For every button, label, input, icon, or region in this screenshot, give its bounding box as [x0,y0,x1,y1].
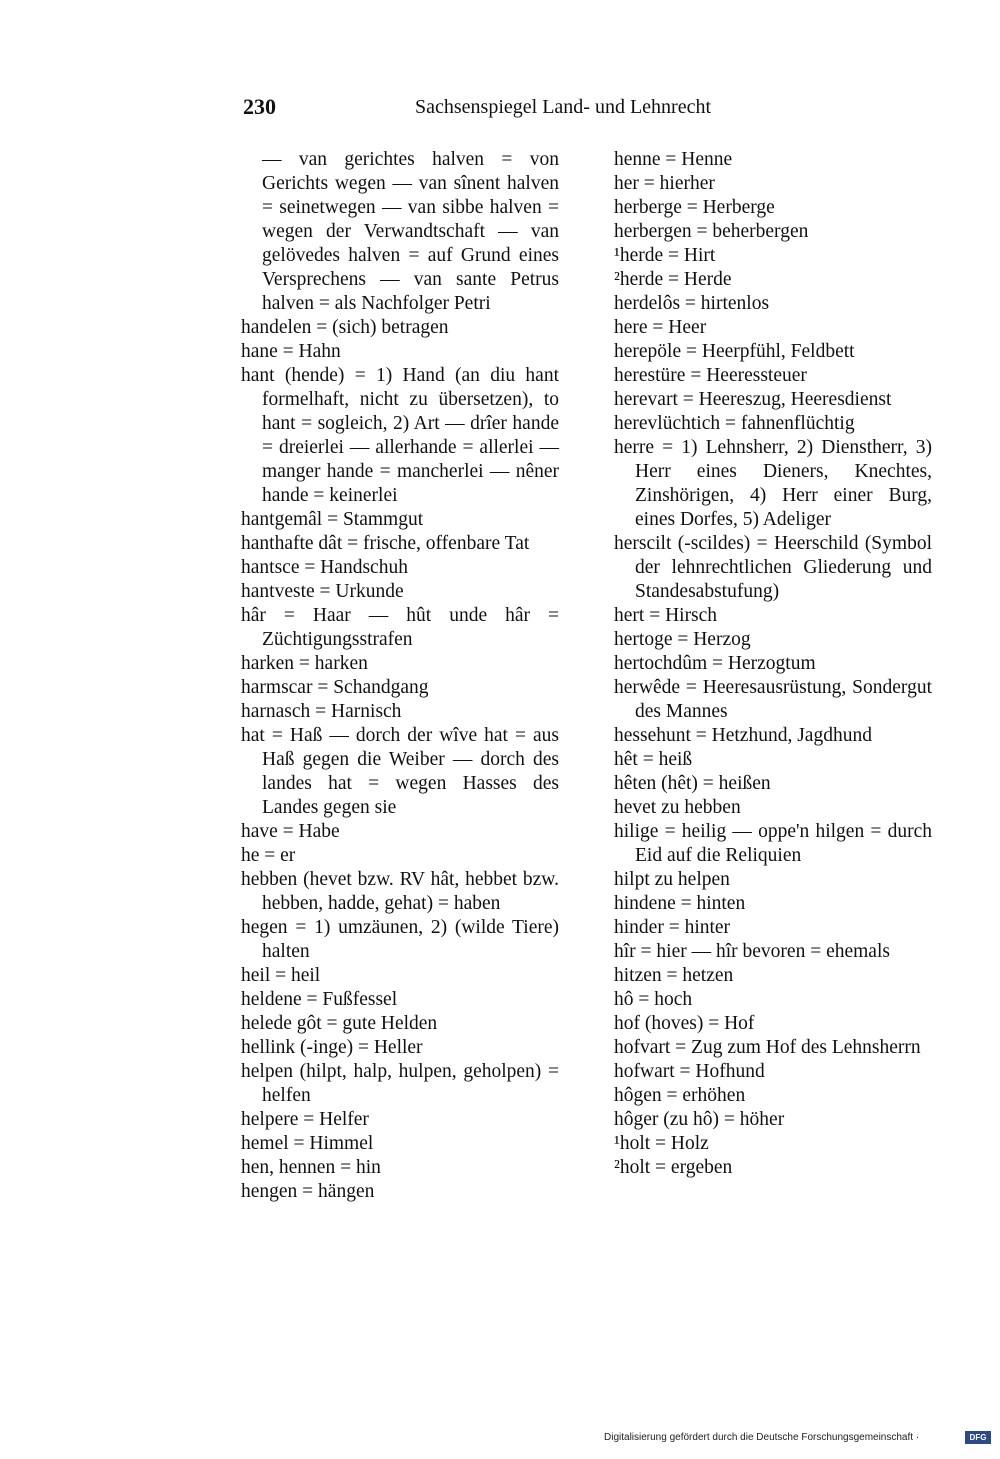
glossary-entry: herepöle = Heerpfühl, Feldbett [614,341,855,362]
glossary-entry: hô = hoch [614,989,693,1010]
glossary-entry: hofwart = Hofhund [614,1061,765,1082]
glossary-entry: herbergen = beherbergen [614,221,809,242]
funding-note: Digitalisierung gefördert durch die Deutsche Forschungsgemeinschaft · [604,1432,920,1443]
glossary-entry: hâr = Haar — hût unde hâr = Züchtigungsstrafen [241,605,559,650]
glossary-entry: hîr = hier — hîr bevoren = ehemals [614,941,890,962]
glossary-entry: hantgemâl = Stammgut [241,509,424,530]
glossary-entry: helpere = Helfer [241,1109,369,1130]
glossary-entry: harken = harken [241,653,368,674]
glossary-entry: herestüre = Heeressteuer [614,365,807,386]
glossary-entry: herevlüchtich = fahnenflüchtig [614,413,855,434]
glossary-entry: herre = 1) Lehnsherr, 2) Dienstherr, 3) Herr eines Dieners, Knechtes, Zinshörigen, 4) Herr einer Burg, eines Dorfes, 5) Adeliger [614,437,932,530]
glossary-entry: handelen = (sich) betragen [241,317,449,338]
glossary-entry: harnasch = Harnisch [241,701,402,722]
glossary-column-left [241,148,559,1204]
glossary-entry: here = Heer [614,317,707,338]
glossary-entry: hegen = 1) umzäunen, 2) (wilde Tiere) halten [241,917,559,962]
glossary-entry: hertoge = Herzog [614,629,751,650]
glossary-entry: hilpt zu helpen [614,869,730,890]
glossary-entry: hevet zu hebben [614,797,741,818]
dfg-logo: DFG [965,1431,991,1444]
glossary-entry: hat = Haß — dorch der wîve hat = aus Haß gegen die Weiber — dorch des landes hat = wegen Hasses des Landes gegen sie [241,725,559,818]
glossary-entry: hôgen = erhöhen [614,1085,746,1106]
glossary-entry: henne = Henne [614,149,733,170]
glossary-entry: herberge = Herberge [614,197,775,218]
glossary-entry: helede gôt = gute Helden [241,1013,438,1034]
glossary-entry: herdelôs = hirtenlos [614,293,770,314]
glossary-entry: hebben (hevet bzw. RV hât, hebbet bzw. hebben, hadde, gehat) = haben [241,869,559,914]
glossary-entry: her = hierher [614,173,715,194]
glossary-entry: hessehunt = Hetzhund, Jagdhund [614,725,872,746]
glossary-entry: hertochdûm = Herzogtum [614,653,816,674]
glossary-entry: hemel = Himmel [241,1133,374,1154]
glossary-entry: herwêde = Heeresausrüstung, Sondergut des Mannes [614,677,932,722]
glossary-entry: hantsce = Handschuh [241,557,408,578]
glossary-entry: ²holt = ergeben [614,1157,733,1178]
glossary-entry: — van gerichtes halven = von Gerichts wegen — van sînent halven = seinetwegen — van sibbe halven = wegen der Verwandtschaft — van gelövedes halven = auf Grund eines Versprechens — van sante Petrus halven = als Nachfolger Petri [262,149,559,314]
glossary-entry: hanthafte dât = frische, offenbare Tat [241,533,530,554]
glossary-entry: heil = heil [241,965,321,986]
glossary-entry: hof (hoves) = Hof [614,1013,755,1034]
glossary-entry: hilige = heilig — oppe'n hilgen = durch Eid auf die Reliquien [614,821,932,866]
glossary-entry: hengen = hängen [241,1181,375,1202]
glossary-entry: hantveste = Urkunde [241,581,404,602]
glossary-entry: hêt = heiß [614,749,693,770]
glossary-entry: hane = Hahn [241,341,341,362]
glossary-entry: helpen (hilpt, halp, hulpen, geholpen) = helfen [241,1061,559,1106]
glossary-entry: hôger (zu hô) = höher [614,1109,785,1130]
running-head: Sachsenspiegel Land- und Lehnrecht [415,96,712,118]
glossary-entry: ¹herde = Hirt [614,245,716,266]
glossary-entry: herscilt (-scildes) = Heerschild (Symbol der lehnrechtlichen Gliederung und Standesabstufung) [614,533,932,602]
glossary-entry: ¹holt = Holz [614,1133,709,1154]
glossary-entry: hert = Hirsch [614,605,718,626]
glossary-entry: hellink (-inge) = Heller [241,1037,423,1058]
glossary-entry: hindene = hinten [614,893,746,914]
glossary-entry: have = Habe [241,821,340,842]
glossary-column-right [614,148,932,1180]
glossary-entry: hinder = hinter [614,917,731,938]
glossary-entry: hitzen = hetzen [614,965,734,986]
glossary-entry: herevart = Heereszug, Heeresdienst [614,389,892,410]
glossary-entry: hofvart = Zug zum Hof des Lehnsherrn [614,1037,921,1058]
glossary-entry: hen, hennen = hin [241,1157,381,1178]
glossary-entry: hant (hende) = 1) Hand (an diu hant formelhaft, nicht zu übersetzen), to hant = sogleich, 2) Art — drîer hande = dreierlei — allerhande = allerlei — manger hande = mancherlei — nêner hande = keinerlei [241,365,559,506]
glossary-entry: harmscar = Schandgang [241,677,429,698]
page-number: 230 [243,94,276,119]
glossary-entry: heldene = Fußfessel [241,989,398,1010]
glossary-entry: hêten (hêt) = heißen [614,773,771,794]
glossary-entry: ²herde = Herde [614,269,732,290]
glossary-entry: he = er [241,845,296,866]
